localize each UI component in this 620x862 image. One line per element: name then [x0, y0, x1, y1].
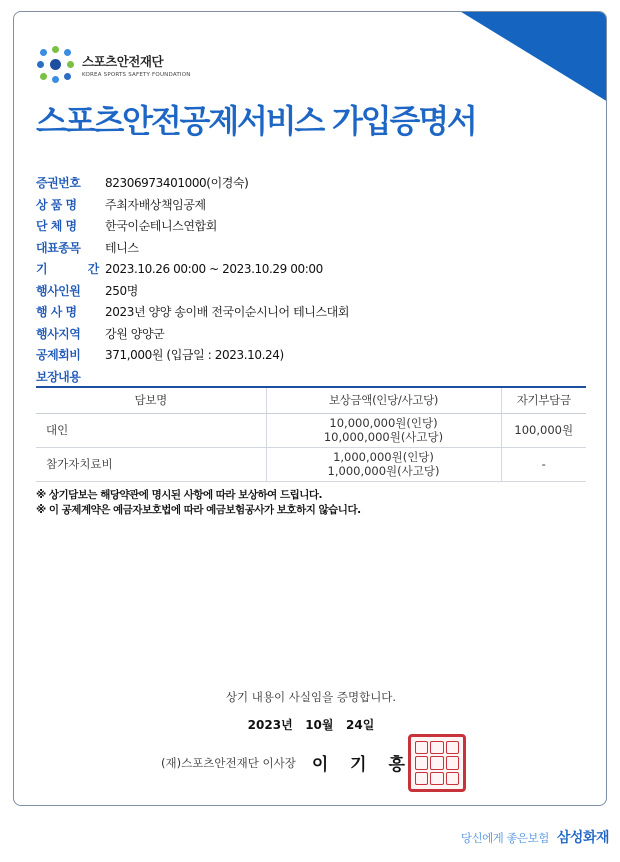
info-row-group — [36, 215, 349, 237]
info-row-region — [36, 323, 349, 345]
footer-branding — [461, 827, 609, 847]
foundation-logo — [36, 45, 191, 85]
info-value: 82306973401000(이경숙) — [105, 176, 249, 191]
info-row-sport — [36, 237, 349, 259]
info-row-premium — [36, 344, 349, 366]
coverage-name: 참가자치료비 — [36, 447, 266, 481]
info-label: 대표종목 — [36, 240, 81, 255]
signer — [161, 750, 413, 775]
coverage-table — [36, 386, 586, 482]
signer-name: 이 기 흥 — [311, 755, 413, 775]
info-label: 공제회비 — [36, 348, 81, 363]
info-row-period — [36, 258, 349, 280]
info-label: 행 사 명 — [36, 305, 77, 320]
column-header: 자기부담금 — [501, 387, 586, 413]
info-label: 증권번호 — [36, 176, 81, 191]
table-header-row — [36, 387, 586, 413]
amount-per-person: 1,000,000원(인당) — [333, 450, 434, 464]
info-label: 단 체 명 — [36, 219, 77, 234]
footer-slogan: 당신에게 좋은보험 — [460, 831, 549, 845]
footer-brand: 삼성화재 — [556, 830, 609, 846]
logo-name-en: KOREA SPORTS SAFETY FOUNDATION — [82, 72, 191, 78]
official-seal-stamp — [408, 734, 466, 792]
logo-icon — [36, 45, 76, 85]
info-list — [36, 172, 349, 387]
info-row-event-name — [36, 301, 349, 323]
info-row-attendees — [36, 280, 349, 302]
document-title: 스포츠안전공제서비스 가입증명서 — [36, 102, 476, 140]
note-deposit-protection: ※ 이 공제계약은 예금자보호법에 따라 예금보험공사가 보호하지 않습니다. — [36, 504, 361, 516]
signer-organization: (재)스포츠안전재단 이사장 — [161, 755, 296, 770]
info-value: 371,000원 (입금일 : 2023.10.24) — [105, 348, 284, 363]
table-row — [36, 447, 586, 481]
info-value: 테니스 — [105, 240, 139, 255]
info-label: 상 품 명 — [36, 197, 77, 212]
info-label: 기 간 — [36, 262, 118, 277]
amount-per-person: 10,000,000원(인당) — [329, 416, 438, 430]
coverage-deductible: 100,000원 — [501, 413, 586, 447]
table-row — [36, 413, 586, 447]
coverage-amount — [266, 447, 501, 481]
info-value: 2023년 양양 송이배 전국이순시니어 테니스대회 — [105, 305, 350, 320]
certificate-frame — [13, 11, 607, 806]
info-label: 보장내용 — [36, 369, 81, 384]
certification-statement: 상기 내용이 사실임을 증명합니다. — [225, 690, 397, 704]
column-header: 담보명 — [36, 387, 266, 413]
coverage-name: 대인 — [36, 413, 266, 447]
info-value: 주최자배상책임공제 — [105, 197, 206, 212]
info-value: 250명 — [105, 283, 138, 298]
info-value: 2023.10.26 00:00 ~ 2023.10.29 00:00 — [105, 261, 323, 276]
column-header: 보상금액(인당/사고당) — [266, 387, 501, 413]
coverage-deductible: - — [501, 447, 586, 481]
note-coverage: ※ 상기담보는 해당약관에 명시된 사항에 따라 보상하여 드립니다. — [36, 489, 323, 501]
info-row-coverage — [36, 366, 349, 388]
coverage-amount — [266, 413, 501, 447]
amount-per-accident: 1,000,000원(사고당) — [327, 464, 440, 478]
notes — [36, 488, 361, 518]
info-value: 한국이순테니스연합회 — [105, 219, 217, 234]
info-label: 행사지역 — [36, 326, 81, 341]
info-label: 행사인원 — [36, 283, 81, 298]
amount-per-accident: 10,000,000원(사고당) — [323, 430, 444, 444]
logo-name-ko: 스포츠안전재단 — [82, 54, 164, 69]
info-row-product — [36, 194, 349, 216]
info-value: 강원 양양군 — [105, 326, 165, 341]
info-row-policy-number — [36, 172, 349, 194]
corner-accent — [458, 11, 607, 102]
issue-date: 2023년 10월 24일 — [247, 718, 375, 732]
